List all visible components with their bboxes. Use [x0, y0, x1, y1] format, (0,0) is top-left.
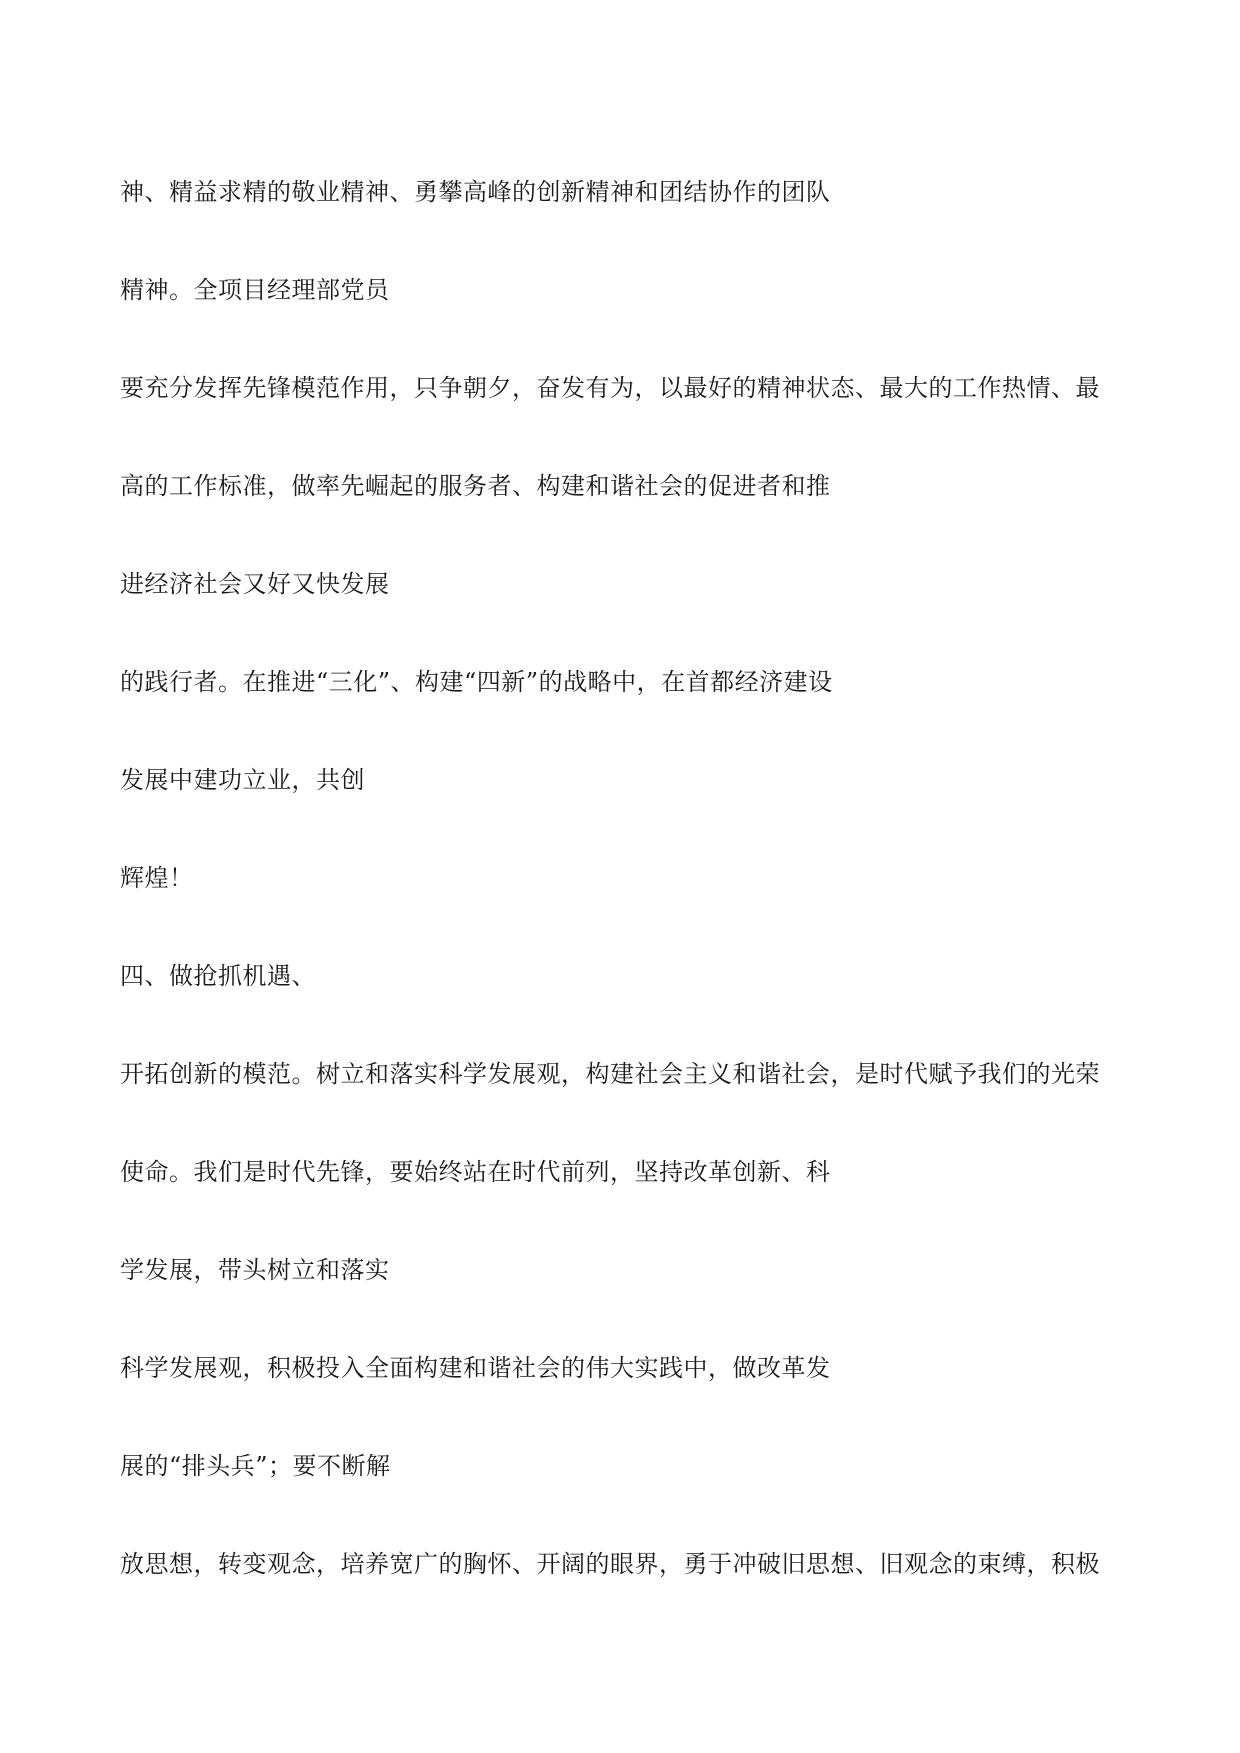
- text-line: 精神。全项目经理部党员: [120, 276, 390, 304]
- text-line: 展的“排头兵”；要不断解: [120, 1452, 391, 1480]
- text-line: 高的工作标准，做率先崛起的服务者、构建和谐社会的促进者和推: [120, 472, 831, 500]
- section-heading: 四、做抢抓机遇、: [120, 962, 316, 990]
- text-line: 发展中建功立业，共创: [120, 766, 365, 794]
- text-line: 科学发展观，积极投入全面构建和谐社会的伟大实践中，做改革发: [120, 1354, 831, 1382]
- text-line: 放思想，转变观念，培养宽广的胸怀、开阔的眼界，勇于冲破旧思想、旧观念的束缚，积极: [120, 1550, 1100, 1578]
- text-line: 神、精益求精的敬业精神、勇攀高峰的创新精神和团结协作的团队: [120, 178, 831, 206]
- text-line: 辉煌！: [120, 864, 194, 892]
- text-line: 学发展，带头树立和落实: [120, 1256, 390, 1284]
- text-line: 要充分发挥先锋模范作用，只争朝夕，奋发有为，以最好的精神状态、最大的工作热情、最: [120, 374, 1100, 402]
- text-line: 进经济社会又好又快发展: [120, 570, 390, 598]
- text-line: 的践行者。在推进“三化”、构建“四新”的战略中，在首都经济建设: [120, 668, 833, 696]
- text-line: 使命。我们是时代先锋，要始终站在时代前列，坚持改革创新、科: [120, 1158, 831, 1186]
- text-line: 开拓创新的模范。树立和落实科学发展观，构建社会主义和谐社会，是时代赋予我们的光荣: [120, 1060, 1100, 1088]
